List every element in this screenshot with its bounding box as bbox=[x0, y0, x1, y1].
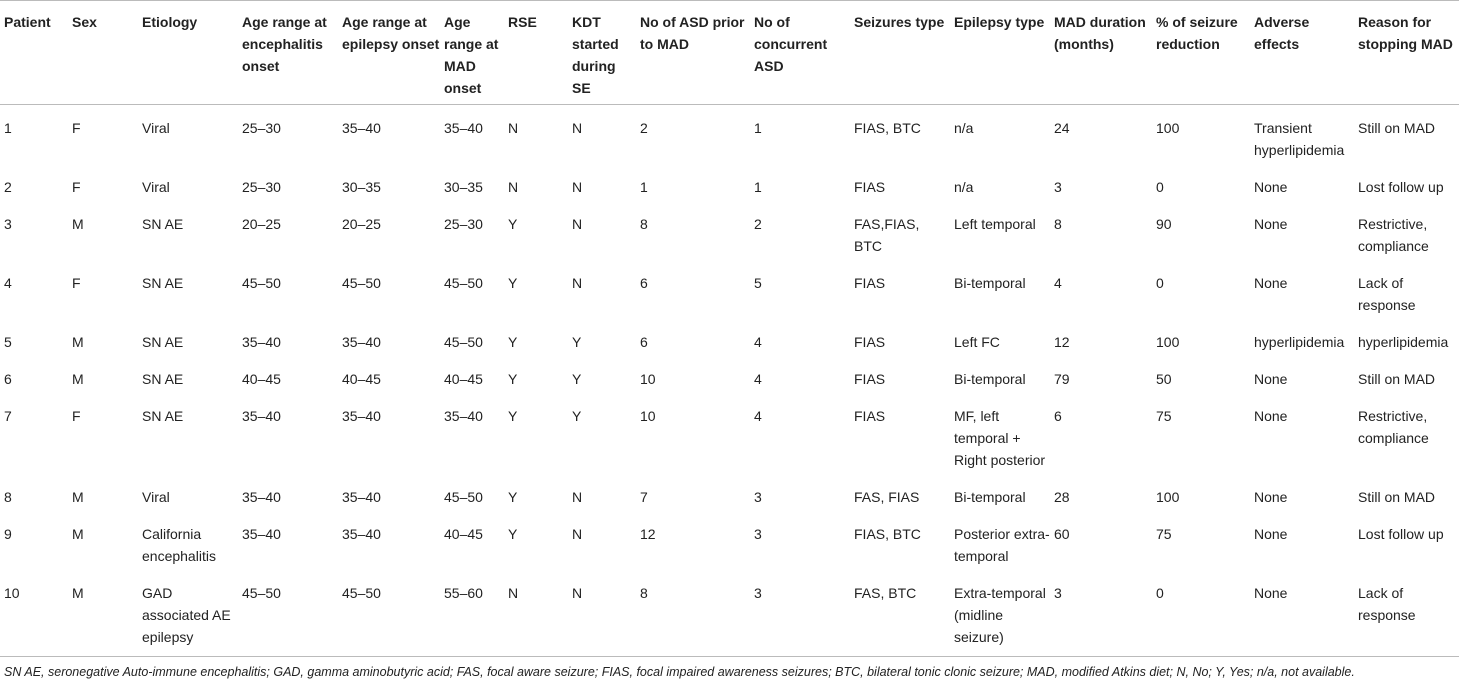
table-cell: Y bbox=[508, 489, 518, 505]
table-cell: 40–45 bbox=[342, 371, 381, 387]
header-cell-age-mad: Age range at MAD onset bbox=[440, 1, 504, 105]
table-cell: Y bbox=[572, 408, 582, 424]
table-cell: 30–35 bbox=[342, 179, 381, 195]
table-cell: Y bbox=[508, 275, 518, 291]
table-cell: Y bbox=[508, 526, 518, 542]
table-cell: N bbox=[572, 489, 583, 505]
table-cell: 30–35 bbox=[444, 179, 483, 195]
table-cell: None bbox=[1254, 216, 1288, 232]
table-cell: 9 bbox=[4, 526, 12, 542]
table-cell: SN AE bbox=[142, 334, 184, 350]
table-footnote: SN AE, seronegative Auto-immune encephalitis; GAD, gamma aminobutyric acid; FAS, focal aware seizure; FIAS, focal impaired awareness seizures; BTC, bilateral tonic clonic seizure; MAD, modified Atkins diet; N, No; Y, Yes; n/a, not available. bbox=[4, 665, 1355, 679]
table-cell: 35–40 bbox=[444, 120, 483, 136]
table-cell: 8 bbox=[4, 489, 12, 505]
header-cell-asd-concurrent: No of concurrent ASD bbox=[750, 1, 850, 105]
table-cell: N bbox=[508, 179, 519, 195]
table-cell: Bi-temporal bbox=[954, 275, 1026, 291]
header-cell-epilepsy-type: Epilepsy type bbox=[950, 1, 1050, 105]
table-cell: 6 bbox=[640, 334, 648, 350]
header-cell-rse: RSE bbox=[504, 1, 568, 105]
table-cell: M bbox=[72, 371, 84, 387]
table-cell: 25–30 bbox=[444, 216, 483, 232]
table-cell: 100 bbox=[1156, 489, 1180, 505]
table-cell: N bbox=[572, 179, 583, 195]
table-cell: n/a bbox=[954, 179, 974, 195]
table-cell: FIAS bbox=[854, 334, 886, 350]
table-cell: Bi-temporal bbox=[954, 489, 1026, 505]
table-cell: 100 bbox=[1156, 334, 1180, 350]
table-cell: 2 bbox=[4, 179, 12, 195]
table-cell: 7 bbox=[640, 489, 648, 505]
table-cell: 10 bbox=[640, 371, 656, 387]
header-cell-adverse-effects: Adverse effects bbox=[1250, 1, 1354, 105]
table-cell: Lost follow up bbox=[1358, 179, 1444, 195]
table-cell: Restrictive, compliance bbox=[1358, 408, 1429, 446]
table-cell: 28 bbox=[1054, 489, 1070, 505]
table-cell: 35–40 bbox=[342, 408, 381, 424]
table-cell: 0 bbox=[1156, 179, 1164, 195]
table-cell: N bbox=[572, 526, 583, 542]
table-cell: 20–25 bbox=[342, 216, 381, 232]
table-cell: GAD associated AE epilepsy bbox=[138, 570, 238, 657]
table-cell: Lack of response bbox=[1358, 275, 1416, 313]
table-row bbox=[0, 260, 1459, 319]
table-cell: 35–40 bbox=[444, 408, 483, 424]
table-cell: 5 bbox=[4, 334, 12, 350]
table-cell: Restrictive, compliance bbox=[1358, 216, 1429, 254]
table-cell: 8 bbox=[640, 216, 648, 232]
table-cell: N bbox=[572, 275, 583, 291]
table-body bbox=[0, 105, 1459, 657]
header-cell-sex: Sex bbox=[68, 1, 138, 105]
table-row bbox=[0, 319, 1459, 356]
table-cell: F bbox=[72, 120, 81, 136]
table-cell: Viral bbox=[142, 179, 170, 195]
table-cell: 40–45 bbox=[444, 526, 483, 542]
table-cell: Y bbox=[508, 334, 518, 350]
table-cell: 35–40 bbox=[342, 489, 381, 505]
table-cell: 6 bbox=[1054, 408, 1062, 424]
table-cell: Extra-temporal (midline seizure) bbox=[950, 570, 1050, 657]
table-row bbox=[0, 105, 1459, 165]
table-cell: Lost follow up bbox=[1358, 526, 1444, 542]
table-cell: None bbox=[1254, 179, 1288, 195]
table-header-row bbox=[0, 1, 1459, 105]
table-cell: M bbox=[68, 570, 138, 657]
header-cell-seizure-reduction: % of seizure reduction bbox=[1152, 1, 1250, 105]
table-cell: N bbox=[572, 120, 583, 136]
table-cell: N bbox=[572, 216, 583, 232]
table-cell: 3 bbox=[4, 216, 12, 232]
table-cell: Viral bbox=[142, 489, 170, 505]
table-cell: 35–40 bbox=[242, 408, 281, 424]
table-cell: None bbox=[1254, 408, 1288, 424]
table-cell: Posterior extra-temporal bbox=[954, 526, 1050, 564]
table-cell: 4 bbox=[1054, 275, 1062, 291]
table-cell: F bbox=[72, 408, 81, 424]
table-cell: N bbox=[504, 570, 568, 657]
table-cell: None bbox=[1254, 526, 1288, 542]
table-cell: SN AE bbox=[142, 275, 184, 291]
header-cell-age-encephalitis: Age range at encephalitis onset bbox=[238, 1, 338, 105]
table-row bbox=[0, 393, 1459, 474]
table-cell: SN AE bbox=[142, 408, 184, 424]
table-cell: FIAS, BTC bbox=[854, 120, 921, 136]
table-cell: 3 bbox=[1054, 179, 1062, 195]
table-row bbox=[0, 201, 1459, 260]
table-cell: Y bbox=[508, 216, 518, 232]
table-cell: 1 bbox=[754, 179, 762, 195]
table-cell: 8 bbox=[1054, 216, 1062, 232]
table-cell: 35–40 bbox=[342, 120, 381, 136]
table-cell: N bbox=[508, 120, 519, 136]
table-cell: Y bbox=[508, 408, 518, 424]
table-row bbox=[0, 570, 1459, 657]
table-cell: 35–40 bbox=[242, 526, 281, 542]
table-cell: 45–50 bbox=[444, 334, 483, 350]
table-cell: M bbox=[72, 526, 84, 542]
table-cell: 45–50 bbox=[338, 570, 440, 657]
table-cell: FAS,FIAS, BTC bbox=[854, 216, 920, 254]
table-cell: Still on MAD bbox=[1358, 489, 1436, 505]
table-cell: 20–25 bbox=[242, 216, 281, 232]
table-cell: 24 bbox=[1054, 120, 1070, 136]
table-cell: 2 bbox=[754, 216, 762, 232]
table-cell: 4 bbox=[754, 371, 762, 387]
table-cell: 4 bbox=[754, 408, 762, 424]
header-cell-etiology: Etiology bbox=[138, 1, 238, 105]
table-cell: SN AE bbox=[142, 371, 184, 387]
table-cell: None bbox=[1254, 489, 1288, 505]
header-cell-age-epilepsy: Age range at epilepsy onset bbox=[338, 1, 440, 105]
table-cell: 4 bbox=[4, 275, 12, 291]
table-cell: 25–30 bbox=[242, 120, 281, 136]
table-cell: F bbox=[72, 179, 81, 195]
table-cell: 1 bbox=[640, 179, 648, 195]
table-cell: 40–45 bbox=[242, 371, 281, 387]
table-cell: Left temporal bbox=[954, 216, 1036, 232]
table-cell: 35–40 bbox=[342, 526, 381, 542]
table-cell: 100 bbox=[1156, 120, 1180, 136]
table-cell: 90 bbox=[1156, 216, 1172, 232]
table-cell: 35–40 bbox=[342, 334, 381, 350]
header-cell-seizures-type: Seizures type bbox=[850, 1, 950, 105]
table-cell: 1 bbox=[4, 120, 12, 136]
table-cell: None bbox=[1250, 570, 1354, 657]
table-cell: 4 bbox=[754, 334, 762, 350]
table-cell: Lack of response bbox=[1354, 570, 1459, 657]
table-cell: Y bbox=[572, 371, 582, 387]
table-cell: 79 bbox=[1054, 371, 1070, 387]
table-cell: N bbox=[568, 570, 636, 657]
table-cell: M bbox=[72, 489, 84, 505]
table-cell: MF, left temporal + Right posterior bbox=[954, 408, 1046, 468]
table-cell: 25–30 bbox=[242, 179, 281, 195]
table-cell: 75 bbox=[1156, 408, 1172, 424]
table-cell: 10 bbox=[0, 570, 68, 657]
table-cell: M bbox=[72, 216, 84, 232]
table-cell: FIAS, BTC bbox=[854, 526, 921, 542]
table-cell: FAS, FIAS bbox=[854, 489, 920, 505]
table-cell: 12 bbox=[640, 526, 656, 542]
table-cell: 8 bbox=[636, 570, 750, 657]
table-cell: 45–50 bbox=[444, 489, 483, 505]
table-row bbox=[0, 511, 1459, 570]
table-cell: 2 bbox=[640, 120, 648, 136]
table-cell: 5 bbox=[754, 275, 762, 291]
table-cell: Still on MAD bbox=[1358, 371, 1436, 387]
table-cell: FIAS bbox=[854, 179, 886, 195]
table-cell: 45–50 bbox=[238, 570, 338, 657]
table-cell: FIAS bbox=[854, 371, 886, 387]
table-cell: FIAS bbox=[854, 275, 886, 291]
table-cell: 10 bbox=[640, 408, 656, 424]
table-cell: F bbox=[72, 275, 81, 291]
table-cell: M bbox=[72, 334, 84, 350]
table-cell: Still on MAD bbox=[1358, 120, 1436, 136]
table-cell: 55–60 bbox=[440, 570, 504, 657]
table-cell: 0 bbox=[1152, 570, 1250, 657]
table-cell: 50 bbox=[1156, 371, 1172, 387]
table-cell: Left FC bbox=[954, 334, 1000, 350]
header-cell-kdt: KDT started during SE bbox=[568, 1, 636, 105]
table-cell: 3 bbox=[754, 489, 762, 505]
table-cell: FIAS bbox=[854, 408, 886, 424]
table-row bbox=[0, 356, 1459, 393]
table-cell: hyperlipidemia bbox=[1254, 334, 1345, 350]
table-cell: 45–50 bbox=[242, 275, 281, 291]
table-cell: Y bbox=[572, 334, 582, 350]
header-cell-patient: Patient bbox=[0, 1, 68, 105]
table-cell: hyperlipidemia bbox=[1358, 334, 1449, 350]
table-cell: California encephalitis bbox=[142, 526, 216, 564]
table-cell: 3 bbox=[1050, 570, 1152, 657]
table-cell: None bbox=[1254, 371, 1288, 387]
table-cell: Bi-temporal bbox=[954, 371, 1026, 387]
table-cell: 60 bbox=[1054, 526, 1070, 542]
table-cell: n/a bbox=[954, 120, 974, 136]
table-cell: FAS, BTC bbox=[850, 570, 950, 657]
table-cell: 3 bbox=[750, 570, 850, 657]
table-cell: 6 bbox=[640, 275, 648, 291]
table-cell: 35–40 bbox=[242, 489, 281, 505]
table-cell: 0 bbox=[1156, 275, 1164, 291]
header-cell-reason-stopping: Reason for stopping MAD bbox=[1354, 1, 1459, 105]
table-cell: 6 bbox=[4, 371, 12, 387]
table-cell: 7 bbox=[4, 408, 12, 424]
table-row bbox=[0, 164, 1459, 201]
table-cell: None bbox=[1254, 275, 1288, 291]
header-cell-mad-duration: MAD duration (months) bbox=[1050, 1, 1152, 105]
table-cell: Viral bbox=[142, 120, 170, 136]
table-cell: 1 bbox=[754, 120, 762, 136]
table-cell: SN AE bbox=[142, 216, 184, 232]
header-cell-asd-prior: No of ASD prior to MAD bbox=[636, 1, 750, 105]
table-cell: 12 bbox=[1054, 334, 1070, 350]
table-cell: 75 bbox=[1156, 526, 1172, 542]
table-row bbox=[0, 474, 1459, 511]
table-cell: Transient hyperlipidemia bbox=[1254, 120, 1345, 158]
table-cell: Y bbox=[508, 371, 518, 387]
table-cell: 45–50 bbox=[342, 275, 381, 291]
table-cell: 35–40 bbox=[242, 334, 281, 350]
table-cell: 40–45 bbox=[444, 371, 483, 387]
table-cell: 3 bbox=[754, 526, 762, 542]
table-cell: 45–50 bbox=[444, 275, 483, 291]
